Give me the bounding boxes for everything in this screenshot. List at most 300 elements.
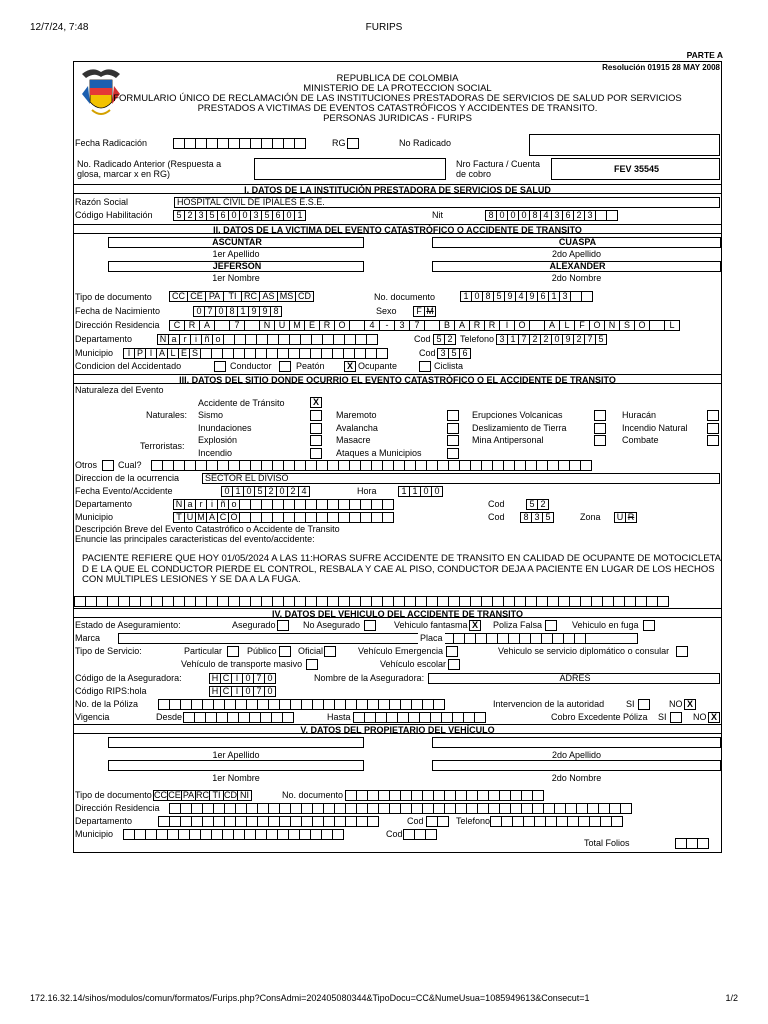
asegurado-label: Asegurado <box>232 620 276 630</box>
event-type-checkbox[interactable] <box>594 423 606 434</box>
prop-cod2-label: Cod <box>386 829 403 839</box>
particular-label: Particular <box>184 646 223 656</box>
cell: r <box>179 334 191 345</box>
cell: 0 <box>239 210 251 221</box>
departamento-label: Departamento <box>75 334 133 344</box>
cobro-si-checkbox[interactable] <box>670 712 682 723</box>
diplomatico-checkbox[interactable] <box>676 646 688 657</box>
cell: 9 <box>248 306 260 317</box>
form-title <box>74 74 721 124</box>
cell: I <box>231 686 243 697</box>
cell <box>424 320 440 331</box>
cell <box>382 512 394 523</box>
nombre-aseguradora-value[interactable]: ADRES <box>428 673 720 684</box>
cell: CD <box>224 790 237 800</box>
cell: R <box>484 320 500 331</box>
depto-cod-cells[interactable] <box>434 334 456 345</box>
prop-nombre2-field[interactable] <box>432 760 721 771</box>
evt-depto-cod-cells[interactable] <box>527 499 549 510</box>
cell: 0 <box>264 673 276 684</box>
rg-checkbox[interactable] <box>347 138 359 149</box>
cell: C <box>217 512 229 523</box>
cell <box>532 790 544 801</box>
cell: 8 <box>485 210 497 221</box>
cell: 1 <box>507 334 519 345</box>
event-type-checkbox[interactable] <box>447 423 459 434</box>
telefono-cells[interactable] <box>497 334 607 345</box>
cell: N <box>259 320 275 331</box>
cell: CE <box>187 291 206 302</box>
cell: A <box>544 320 560 331</box>
cell: A <box>156 348 168 359</box>
cell: 8 <box>529 210 541 221</box>
radicado-anterior-label: No. Radicado Anterior (Respuesta a glosa, marcar x en RG) <box>77 159 222 179</box>
ocupante-checkbox[interactable]: X <box>344 361 356 372</box>
cell <box>437 816 449 827</box>
cell: CC <box>169 291 188 302</box>
diplomatico-label: Vehiculo se servicio diplomático o consular <box>498 646 670 656</box>
cell: 0 <box>215 306 227 317</box>
cell: A <box>199 320 215 331</box>
cell: 2 <box>265 486 277 497</box>
marca-label: Marca <box>75 633 101 643</box>
prop-cod-cells[interactable] <box>427 816 449 827</box>
cell: 1 <box>398 486 410 497</box>
victim-apellido2[interactable]: CUASPA <box>432 237 721 248</box>
direccion-cells[interactable] <box>170 320 680 331</box>
cell: R <box>319 320 335 331</box>
section-2-title: II. DATOS DE LA VICTIMA DEL EVENTO CATASTRÓFICO O ACCIDENTE DE TRANSITO <box>74 224 721 234</box>
apellido2-label: 2do Apellido <box>551 249 602 259</box>
cell <box>606 210 618 221</box>
placa-label: Placa <box>420 633 443 643</box>
event-type-checkbox[interactable] <box>594 410 606 421</box>
particular-checkbox[interactable] <box>227 646 239 657</box>
no-radicado-label: No Radicado <box>399 138 452 148</box>
cell: O <box>589 320 605 331</box>
event-type-checkbox[interactable] <box>310 423 322 434</box>
cell: O <box>228 512 240 523</box>
accidente-transito-checkbox[interactable]: X <box>310 397 322 408</box>
cell: 1 <box>548 291 560 302</box>
evt-municipio-cells[interactable] <box>174 512 394 523</box>
cell: 0 <box>471 291 483 302</box>
cell: 2 <box>573 210 585 221</box>
cell <box>367 816 379 827</box>
cell: 1 <box>237 306 249 317</box>
emergencia-checkbox[interactable] <box>446 646 458 657</box>
fecha-nacimiento-cells[interactable] <box>194 306 282 317</box>
event-type-checkbox[interactable] <box>310 435 322 446</box>
prop-nombre1-label: 1er Nombre <box>212 773 260 783</box>
cual-cells[interactable] <box>152 460 592 471</box>
publico-label: Público <box>247 646 277 656</box>
cell: E <box>304 320 320 331</box>
escolar-checkbox[interactable] <box>448 659 460 670</box>
event-type-label: Ataques a Municipios <box>336 447 422 458</box>
intervencion-si-checkbox[interactable] <box>638 699 650 710</box>
oficial-label: Oficial <box>298 646 324 656</box>
cell: i <box>206 499 218 510</box>
cell: 4 <box>515 291 527 302</box>
zona-cells[interactable] <box>615 512 637 523</box>
cell: L <box>664 320 680 331</box>
event-type-label: Masacre <box>336 435 371 445</box>
cell: 0 <box>276 486 288 497</box>
cell: N <box>157 334 169 345</box>
cell: 8 <box>226 306 238 317</box>
cell: B <box>439 320 455 331</box>
intervencion-no-checkbox[interactable]: X <box>684 699 696 710</box>
intervencion-label: Intervencion de la autoridad <box>493 699 605 709</box>
cell: 0 <box>551 334 563 345</box>
cell: 4 <box>540 210 552 221</box>
prop-apellido2-field[interactable] <box>432 737 721 748</box>
no-documento-label: No. documento <box>374 292 436 302</box>
cell: 3 <box>437 348 449 359</box>
victim-nombre1[interactable]: JEFERSON <box>108 261 364 272</box>
cell: 4 <box>298 486 310 497</box>
radicado-anterior-field[interactable] <box>254 158 446 180</box>
prop-municipio-cells[interactable] <box>124 829 344 840</box>
cell: C <box>169 320 185 331</box>
codigo-habilitacion-cells[interactable] <box>174 210 306 221</box>
cell: 9 <box>562 334 574 345</box>
dir-ocurrencia-value[interactable]: SECTOR EL DIVISO <box>202 473 720 484</box>
cobro-no-checkbox[interactable]: X <box>708 712 720 723</box>
event-type-checkbox[interactable] <box>310 448 322 459</box>
cell: 2 <box>540 334 552 345</box>
ciclista-label: Ciclista <box>434 361 464 371</box>
event-type-checkbox[interactable] <box>447 410 459 421</box>
event-type-checkbox[interactable] <box>594 435 606 446</box>
prop-depto-cells[interactable] <box>159 816 379 827</box>
sexo-f[interactable]: F <box>413 306 425 317</box>
cell: o <box>212 334 224 345</box>
cell: 2 <box>444 334 456 345</box>
cell: 3 <box>531 512 543 523</box>
fecha-radicacion-label: Fecha Radicación <box>75 138 148 148</box>
direccion-label: Dirección Residencia <box>75 320 160 330</box>
no-radicado-field[interactable] <box>529 134 720 156</box>
hasta-cells[interactable] <box>354 712 486 723</box>
fantasma-label: Vehiculo fantasma <box>394 620 468 630</box>
prop-dir-cells[interactable] <box>170 803 632 814</box>
evt-cod-label: Cod <box>488 499 505 509</box>
cell: I <box>231 673 243 684</box>
cell: 7 <box>253 673 265 684</box>
conductor-checkbox[interactable] <box>214 361 226 372</box>
fuga-checkbox[interactable] <box>643 620 655 631</box>
factura-value[interactable]: FEV 35545 <box>551 158 720 180</box>
otros-label: Otros <box>75 460 98 470</box>
cell: 1 <box>409 486 421 497</box>
cell: 1 <box>460 291 472 302</box>
prop-nombre2-label: 2do Nombre <box>551 773 602 783</box>
conductor-label: Conductor <box>230 361 272 371</box>
accidente-transito-label: Accidente de Tránsito <box>198 398 285 408</box>
peaton-label: Peatón <box>296 361 325 371</box>
prop-depto-label: Departamento <box>75 816 133 826</box>
victim-nombre2[interactable]: ALEXANDER <box>432 261 721 272</box>
cell: RC <box>241 291 260 302</box>
cell: 5 <box>526 499 538 510</box>
event-type-label: Incendio Natural <box>622 422 688 433</box>
hasta-label: Hasta <box>327 712 351 722</box>
cell: O <box>334 320 350 331</box>
cell: AS <box>259 291 278 302</box>
cell: 2 <box>287 486 299 497</box>
total-folios-cells[interactable] <box>676 838 709 849</box>
sexo-m[interactable]: M <box>424 306 436 317</box>
cell: 3 <box>496 334 508 345</box>
event-type-checkbox[interactable] <box>707 423 719 434</box>
cell: 1 <box>294 210 306 221</box>
cell: R <box>184 320 200 331</box>
fuga-label: Vehiculo en fuga <box>572 620 639 630</box>
cell: 3 <box>551 210 563 221</box>
cell <box>581 291 593 302</box>
event-type-label: Avalancha <box>336 422 378 433</box>
cell: 6 <box>217 210 229 221</box>
cell: L <box>167 348 179 359</box>
emergencia-label: Vehículo Emergencia <box>358 646 444 656</box>
cell <box>649 320 665 331</box>
naturaleza-label: Naturaleza del Evento <box>75 385 164 395</box>
event-type-label: Deslizamiento de Tierra <box>472 422 567 433</box>
tipo-doc-label: Tipo de documento <box>75 292 152 302</box>
cell: ñ <box>201 334 213 345</box>
prop-telefono-label: Telefono <box>456 816 491 826</box>
cell: 9 <box>504 291 516 302</box>
resolucion: Resolución 01915 28 MAY 2008 <box>602 63 720 72</box>
cell: i <box>190 334 202 345</box>
oficial-checkbox[interactable] <box>324 646 336 657</box>
cell: 6 <box>272 210 284 221</box>
cell: 5 <box>493 291 505 302</box>
cell: N <box>604 320 620 331</box>
event-type-label: Sismo <box>198 410 224 420</box>
tipo-servicio-label: Tipo de Servicio: <box>75 646 142 656</box>
cell <box>529 320 545 331</box>
nombre-aseguradora-label: Nombre de la Aseguradora: <box>314 673 425 683</box>
nit-label: Nit <box>432 210 443 220</box>
razon-social-label: Razón Social <box>75 197 129 207</box>
cell: 0 <box>242 686 254 697</box>
cell <box>657 596 669 607</box>
event-type-label: Huracán <box>622 410 657 420</box>
event-type-checkbox[interactable] <box>447 435 459 446</box>
cell <box>366 334 378 345</box>
hora-cells[interactable] <box>399 486 443 497</box>
print-datetime: 12/7/24, 7:48 <box>30 22 89 33</box>
cell <box>620 803 632 814</box>
cod-aseguradora-cells[interactable] <box>210 673 276 684</box>
fecha-nacimiento-label: Fecha de Nacimiento <box>75 306 161 316</box>
cell <box>574 633 586 644</box>
cell: E <box>178 348 190 359</box>
section-1-title: I. DATOS DE LA INSTITUCIÓN PRESTADORA DE SERVICIOS DE SALUD <box>74 184 721 194</box>
cell: 3 <box>250 210 262 221</box>
cell: L <box>559 320 575 331</box>
fecha-evento-cells[interactable] <box>222 486 310 497</box>
departamento-cells[interactable] <box>158 334 378 345</box>
fantasma-checkbox[interactable]: X <box>469 620 481 631</box>
cell: 6 <box>459 348 471 359</box>
poliza-cells[interactable] <box>159 699 445 710</box>
cell: r <box>195 499 207 510</box>
asegurado-checkbox[interactable] <box>277 620 289 631</box>
prop-apellido1-field[interactable] <box>108 737 364 748</box>
cell: N <box>173 499 185 510</box>
zona-r[interactable]: R <box>625 512 637 523</box>
cell <box>214 320 230 331</box>
cell: S <box>619 320 635 331</box>
telefono-label: Telefono <box>460 334 495 344</box>
vigencia-label: Vigencia <box>75 712 110 722</box>
prop-cod2-cells[interactable] <box>404 829 437 840</box>
sexo-cells[interactable] <box>414 306 436 317</box>
masivo-checkbox[interactable] <box>306 659 318 670</box>
prop-apellido2-label: 2do Apellido <box>551 750 602 760</box>
print-title: FURIPS <box>365 22 403 33</box>
si2-label: SI <box>658 712 667 722</box>
evt-departamento-cells[interactable] <box>174 499 394 510</box>
cell: U <box>274 320 290 331</box>
evt-mun-cod-cells[interactable] <box>521 512 554 523</box>
cell: 3 <box>559 291 571 302</box>
cell: H <box>209 673 221 684</box>
condicion-label: Condicion del Accidentado <box>75 361 182 371</box>
title-line: MINISTERIO DE LA PROTECCION SOCIAL <box>303 83 492 94</box>
event-type-label: Erupciones Volcanicas <box>472 410 563 420</box>
cell: C <box>220 686 232 697</box>
cell <box>433 699 445 710</box>
cell: 2 <box>537 499 549 510</box>
cell: 5 <box>206 210 218 221</box>
prop-telefono-cells[interactable] <box>491 816 623 827</box>
cell: M <box>289 320 305 331</box>
cell: 0 <box>193 306 205 317</box>
cell: a <box>168 334 180 345</box>
event-type-label: Inundaciones <box>198 422 252 433</box>
cell <box>697 838 709 849</box>
cell: RC <box>196 790 209 800</box>
cell: 3 <box>394 320 410 331</box>
title-line: PERSONAS JURIDICAS - FURIPS <box>323 113 472 124</box>
cell: 6 <box>537 291 549 302</box>
placa-cells[interactable] <box>454 633 586 644</box>
no-asegurado-checkbox[interactable] <box>364 620 376 631</box>
cell: I <box>499 320 515 331</box>
title-line: PRESTADOS A VICTIMAS DE EVENTOS CATASTRÓFICOS Y ACCIDENTES DE TRANSITO. <box>197 103 598 114</box>
no-documento-cells[interactable] <box>461 291 593 302</box>
municipio-cells[interactable] <box>124 348 388 359</box>
nit-cells[interactable] <box>486 210 618 221</box>
victim-apellido1[interactable]: ASCUNTAR <box>108 237 364 248</box>
event-type-label: Mina Antipersonal <box>472 435 544 445</box>
cell: R <box>469 320 485 331</box>
poliza-falsa-label: Poliza Falsa <box>493 620 543 630</box>
rg-label: RG <box>332 138 346 148</box>
no-asegurado-label: No Asegurado <box>303 620 361 630</box>
cual-label: Cual? <box>118 460 142 470</box>
cell <box>282 712 294 723</box>
event-type-checkbox[interactable] <box>707 435 719 446</box>
cell: 5 <box>173 210 185 221</box>
cell <box>244 320 260 331</box>
mun-cod-cells[interactable] <box>438 348 471 359</box>
cell <box>611 816 623 827</box>
cell <box>332 829 344 840</box>
cell: TI <box>209 790 224 801</box>
evt-mun-cod-label: Cod <box>488 512 505 522</box>
cell: 7 <box>204 306 216 317</box>
cell: 8 <box>520 512 532 523</box>
cell: O <box>634 320 650 331</box>
print-url: 172.16.32.14/sihos/modulos/comun/formatos/Furips.php?ConsAdmi=202405080344&TipoDocu=CC&NumeUsua=1085949613&Consecut=1 <box>30 993 590 1003</box>
tipo-doc-options[interactable] <box>170 291 314 302</box>
cell: F <box>574 320 590 331</box>
cell: I <box>123 348 135 359</box>
cell: 7 <box>253 686 265 697</box>
zona-u[interactable]: U <box>614 512 626 523</box>
event-type-checkbox[interactable] <box>310 410 322 421</box>
ciclista-checkbox[interactable] <box>419 361 431 372</box>
cell: C <box>220 673 232 684</box>
accident-narrative: PACIENTE REFIERE QUE HOY 01/05/2024 A LAS 11:HORAS SUFRE ACCIDENTE DE TRANSITO EN CALIDAD DE OCUPANTE DE MOTOCICLETA D E LA QUE EL CONDUCTOR PIERDE EL CONTROL, RESBALA Y CAE AL PISO, CONDUCTOR DEJA A PACIENTE EN LUGAR DE LOS HECHOS CON MULTIPLES LESIONES Y SE DA A LA FUGA. <box>82 553 721 585</box>
cell: T <box>173 512 185 523</box>
prop-no-doc-cells[interactable] <box>346 790 544 801</box>
cell: 0 <box>420 486 432 497</box>
cell: 7 <box>518 334 530 345</box>
poliza-falsa-checkbox[interactable] <box>545 620 557 631</box>
prop-apellido1-label: 1er Apellido <box>212 750 260 760</box>
prop-no-doc-label: No. documento <box>282 790 344 800</box>
event-type-checkbox[interactable] <box>707 410 719 421</box>
poliza-label: No. de la Póliza <box>75 699 139 709</box>
cell: 6 <box>562 210 574 221</box>
cell: O <box>514 320 530 331</box>
cell: PA <box>205 291 224 302</box>
peaton-checkbox[interactable] <box>279 361 291 372</box>
naturales-label: Naturales: <box>146 410 188 420</box>
dir-ocurrencia-label: Direccion de la ocurrencia <box>75 473 180 483</box>
event-type-checkbox[interactable] <box>447 448 459 459</box>
hora-label: Hora <box>357 486 377 496</box>
title-line: REPUBLICA DE COLOMBIA <box>336 73 459 84</box>
fecha-radicacion-cells[interactable] <box>174 138 306 149</box>
razon-social-value[interactable]: HOSPITAL CIVIL DE IPIALES E.S.E. <box>174 197 720 208</box>
prop-nombre1-field[interactable] <box>108 760 364 771</box>
cell: 0 <box>264 686 276 697</box>
cell: 2 <box>184 210 196 221</box>
sexo-label: Sexo <box>376 306 397 316</box>
rips-cells[interactable] <box>210 686 276 697</box>
evt-departamento-label: Departamento <box>75 499 133 509</box>
desde-cells[interactable] <box>184 712 294 723</box>
prop-tipo-doc-options[interactable] <box>154 790 252 801</box>
cell <box>382 499 394 510</box>
title-line: FORMULARIO ÚNICO DE RECLAMACIÓN DE LAS INSTITUCIONES PRESTADORAS DE SERVICIOS DE SALUD POR SERVICIOS <box>113 93 682 104</box>
enuncie-label: Enuncie las principales caracteristicas del evento/accidente: <box>75 534 315 544</box>
cell: 0 <box>243 486 255 497</box>
publico-checkbox[interactable] <box>279 646 291 657</box>
cell: 0 <box>228 210 240 221</box>
furips-form <box>73 61 722 853</box>
otros-checkbox[interactable] <box>102 460 114 471</box>
cell <box>474 712 486 723</box>
